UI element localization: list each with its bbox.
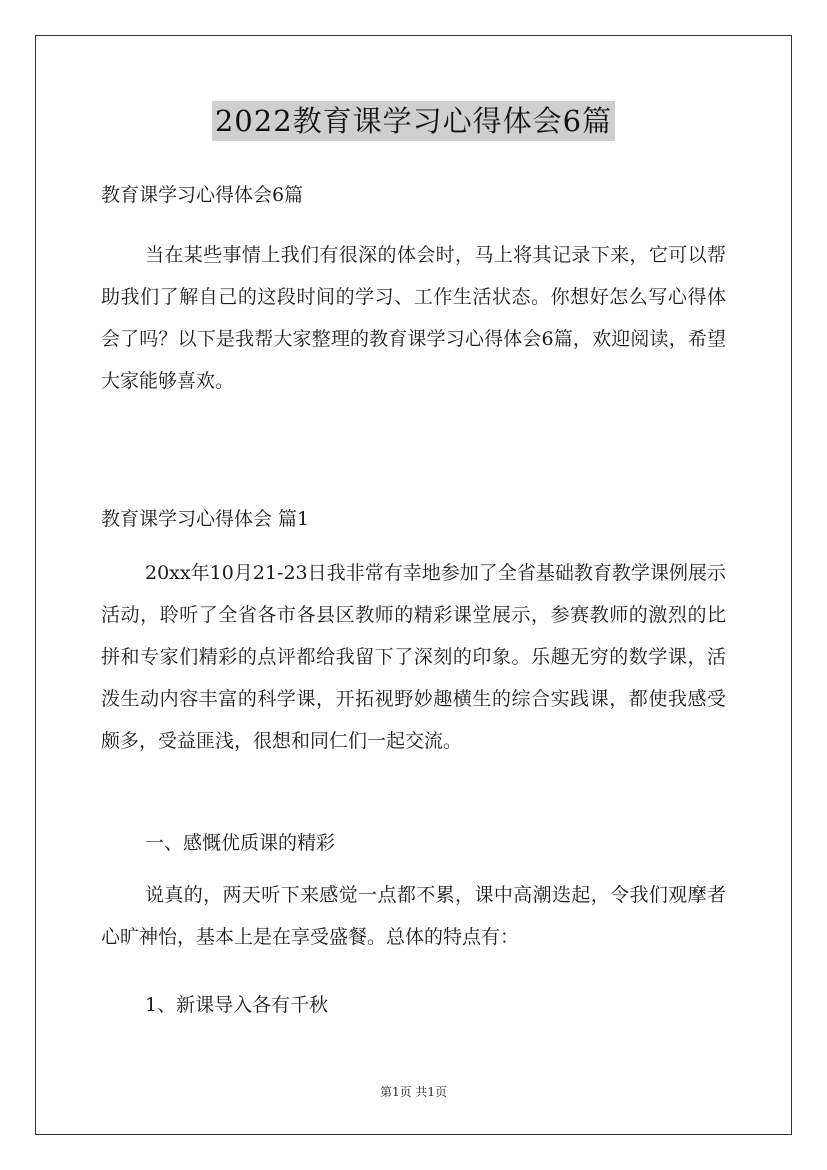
document-subtitle: 教育课学习心得体会6篇 [101,184,304,206]
document-title: 2022教育课学习心得体会6篇 [212,101,615,141]
subheading-1: 一、感慨优质课的精彩 [145,832,336,854]
subheading-1-paragraph: 说真的，两天听下来感觉一点都不累，课中高潮迭起，令我们观摩者心旷神怡，基本上是在享受盛餐。总体的特点有： [101,884,726,948]
page-footer: 第1页 共1页 [379,1085,448,1099]
section-paragraph: 20xx年10月21-23日我非常有幸地参加了全省基础教育教学课例展示活动，聆听了全省各市各县区教师的精彩课堂展示，参赛教师的激烈的比拼和专家们精彩的点评都给我留下了深刻的印象。乐趣无穷的数学课，活泼生动内容丰富的科学课，开拓视野妙趣横生的综合实践课，都使我感受颇多，受益匪浅，很想和同仁们一起交流。 [101,562,726,752]
section-heading: 教育课学习心得体会 篇1 [101,508,310,530]
subheading-2: 1、新课导入各有千秋 [145,994,329,1016]
intro-paragraph: 当在某些事情上我们有很深的体会时，马上将其记录下来，它可以帮助我们了解自己的这段时间的学习、工作生活状态。你想好怎么写心得体会了吗？以下是我帮大家整理的教育课学习心得体会6篇，欢迎阅读，希望大家能够喜欢。 [101,244,726,392]
title-container [0,101,827,141]
